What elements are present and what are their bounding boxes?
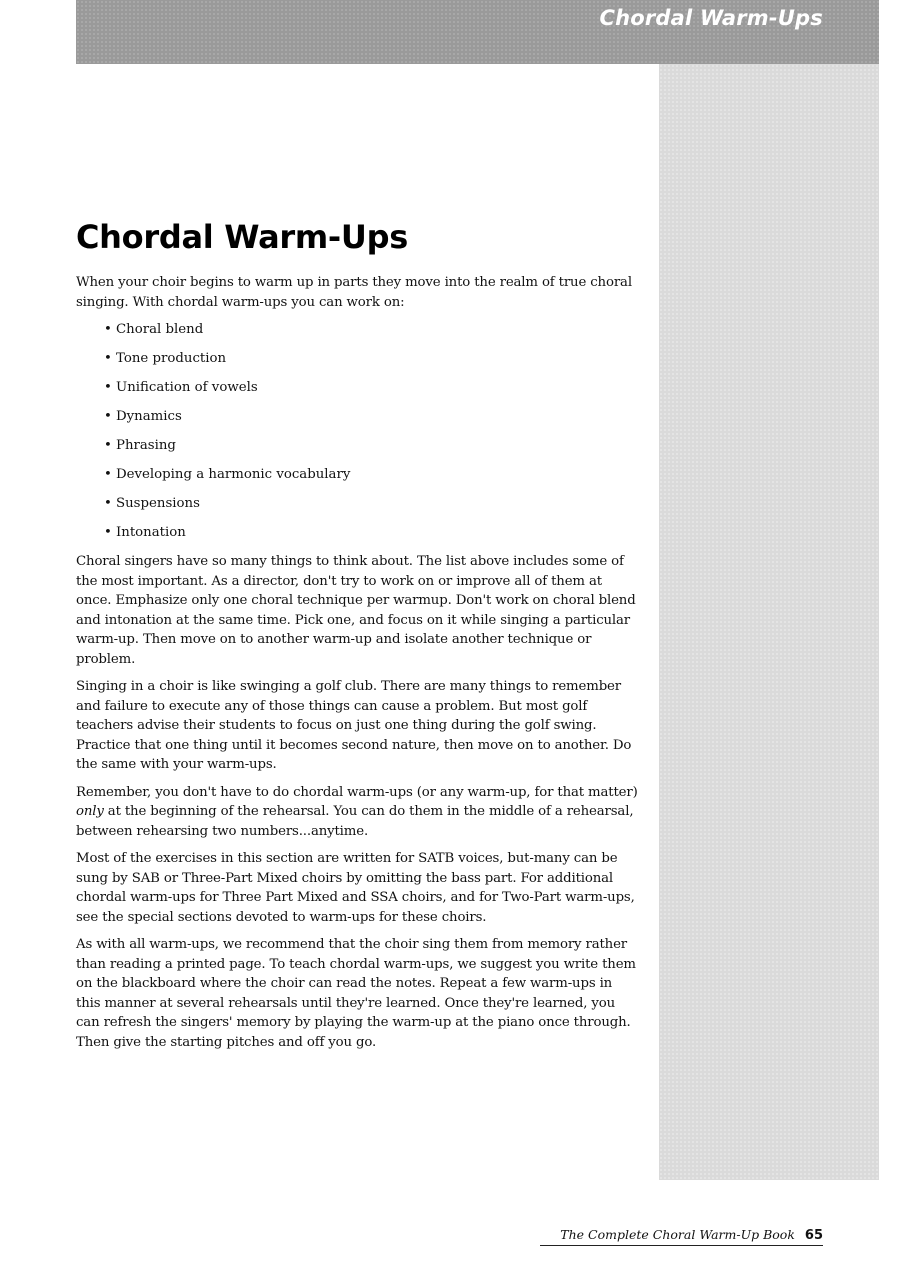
bullet-icon: • [104, 525, 112, 540]
header-bar [76, 0, 879, 64]
bullet-icon: • [104, 467, 112, 482]
bullet-icon: • [104, 351, 112, 366]
main-content [76, 218, 638, 1060]
emphasis-only: only [76, 804, 104, 819]
list-item: • Dynamics [104, 409, 182, 424]
footer-book-title: The Complete Choral Warm-Up Book [560, 1227, 795, 1242]
list-item: • Choral blend [104, 322, 204, 337]
list-item: • Tone production [104, 351, 227, 366]
bullet-icon: • [104, 496, 112, 511]
running-title: Chordal Warm-Ups [599, 6, 823, 30]
page-number: 65 [804, 1228, 823, 1243]
list-item: • Suspensions [104, 496, 200, 511]
paragraph-memory: As with all warm-ups, we recommend that the choir sing them from memory rather than reading a printed page. To teach chordal warm-ups, we suggest you write them on the blackboard where the choir can read the notes. Repeat a few warm-ups in this manner at several rehearsals until they're learned. Once they're learned, you can refresh the singers' memory by playing the warm-up at the piano once through. Then give the starting pitches and off you go. [76, 937, 636, 1050]
technique-list [76, 320, 638, 542]
list-item: • Phrasing [104, 438, 176, 453]
list-item: • Intonation [104, 525, 186, 540]
page-title: Chordal Warm-Ups [76, 218, 408, 256]
paragraph-remember: Remember, you don't have to do chordal warm-ups (or any warm-up, for that matter) only at the beginning of the rehearsal. You can do them in the middle of a rehearsal, between rehearsing two numbers...anytime. [76, 784, 638, 839]
list-item: • Unification of vowels [104, 380, 258, 395]
list-item: • Developing a harmonic vocabulary [104, 467, 351, 482]
bullet-icon: • [104, 438, 112, 453]
paragraph-exercises: Most of the exercises in this section are written for SATB voices, but-many can be sung by SAB or Three-Part Mixed choirs by omitting the bass part. For additional chordal warm-ups for Three Part Mixed and SSA choirs, and for Two-Part warm-ups, see the special sections devoted to warm-ups for these choirs. [76, 851, 635, 925]
paragraph-choral-singers: Choral singers have so many things to think about. The list above includes some of the most important. As a director, don't try to work on or improve all of them at once. Emphasize only one choral technique per warmup. Don't work on choral blend and intonation at the same time. Pick one, and focus on it while singing a particular warm-up. Then move on to another warm-up and isolate another technique or problem. [76, 554, 636, 667]
page-footer [540, 1224, 823, 1246]
paragraph-golf-club: Singing in a choir is like swinging a golf club. There are many things to remember and failure to execute any of those things can cause a problem. But most golf teachers advise their students to focus on just one thing during the golf swing. Practice that one thing until it becomes second nature, then move on to another. Do the same with your warm-ups. [76, 679, 632, 772]
sidebar-panel [659, 64, 879, 1180]
bullet-icon: • [104, 322, 112, 337]
bullet-icon: • [104, 380, 112, 395]
bullet-icon: • [104, 409, 112, 424]
intro-paragraph: When your choir begins to warm up in parts they move into the realm of true choral singing. With chordal warm-ups you can work on: [76, 275, 632, 310]
